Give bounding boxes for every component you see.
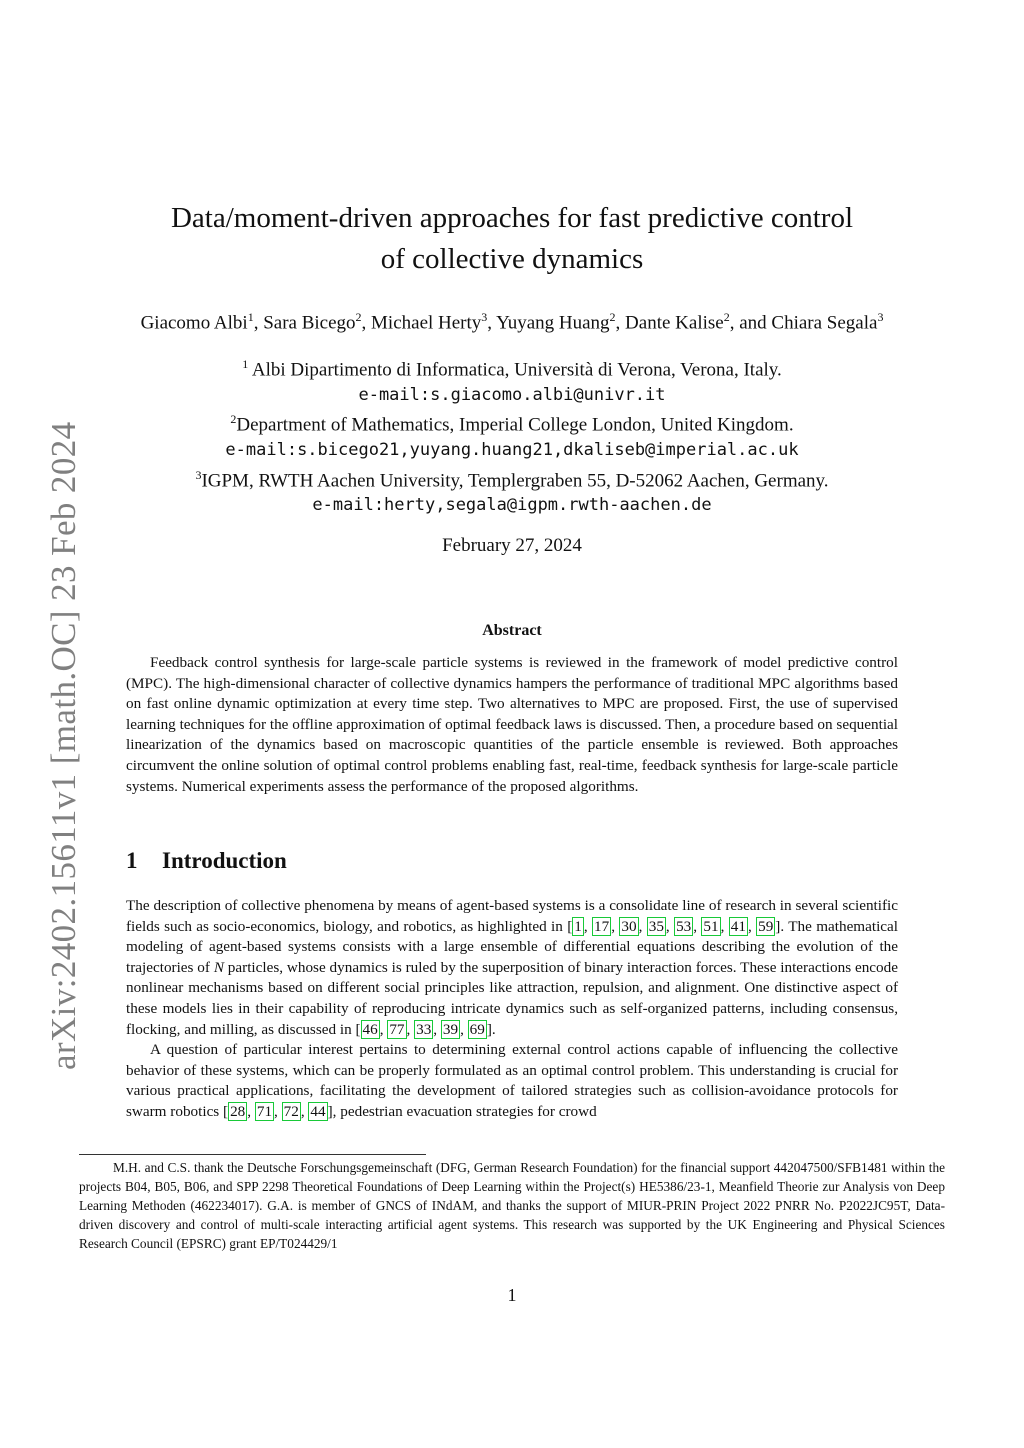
author-name: Dante Kalise bbox=[625, 312, 724, 334]
author-name: Sara Bicego bbox=[263, 312, 356, 334]
citation-link[interactable]: 41 bbox=[730, 917, 746, 935]
author-affiliation-mark: 3 bbox=[481, 310, 488, 324]
paragraph-text: The description of collective phenomena by means of agent-based systems is a consolidate line of research in several scientific fields such as socio-economics, biology, and robotics, as highlighted in bbox=[126, 897, 898, 935]
math-variable: N bbox=[213, 958, 224, 976]
affiliation-mark: 1 bbox=[242, 357, 249, 371]
abstract-text: Feedback control synthesis for large-scale particle systems is reviewed in the framework of model predictive control (MPC). The high-dimensional character of collective dynamics hampers the performance of traditional MPC algorithms based on fast online dynamic optimization at every time step. Two alternatives to MPC are proposed. First, the use of supervised learning techniques for the offline approximation of optimal feedback laws is discussed. Then, a procedure based on sequential linearization of the dynamics based on macroscopic quantities of the particle ensemble is reviewed. Both approaches circumvent the online solution of optimal control problems enabling fast, real-time, feedback synthesis for large-scale particle systems. Numerical experiments assess the performance of the proposed algorithms. bbox=[126, 654, 898, 795]
affiliation-mark: 2 bbox=[230, 412, 237, 427]
affiliation-2-email: e-mail:s.bicego21,yuyang.huang21,dkaliseb@imperial.ac.uk bbox=[225, 440, 799, 461]
introduction-body bbox=[126, 896, 898, 1123]
citation-link[interactable]: 1 bbox=[574, 917, 582, 935]
affiliation-mark: 3 bbox=[195, 467, 202, 482]
affiliation-2 bbox=[0, 407, 1024, 438]
title-line-2: of collective dynamics bbox=[380, 243, 644, 275]
affiliation-3 bbox=[0, 463, 1024, 494]
author-name: Chiara Segala bbox=[771, 312, 878, 334]
author-affiliation-mark: 1 bbox=[247, 310, 254, 324]
affiliation-1 bbox=[0, 352, 1024, 383]
paragraph-text: . The mathematical modeling of agent-based systems consists with a large ensemble of differential equations describing the evolution of the trajectories of bbox=[126, 917, 898, 976]
citation-link[interactable]: 69 bbox=[469, 1020, 485, 1038]
paragraph: A question of particular interest pertains to determining external control actions capable of influencing the collective behavior of these systems, which can be properly formulated as an optimal control problem. This understanding is crucial for various practical applications, facilitating the development of tailored strategies such as collision-avoidance protocols for swarm robotics [ 28 , 71 , 72 , 44 ], pedestrian evacuation strategies for crowd bbox=[126, 1041, 898, 1120]
citation-link[interactable]: 35 bbox=[648, 917, 664, 935]
author-separator: , bbox=[615, 312, 626, 334]
abstract-heading: Abstract bbox=[482, 622, 542, 639]
citation-link[interactable]: 53 bbox=[676, 917, 692, 935]
author-affiliation-mark: 2 bbox=[355, 310, 362, 324]
citation-group: 46 , 77 , 33 , 39 , 69 bbox=[362, 1020, 485, 1038]
section-number: 1 bbox=[126, 848, 138, 873]
citation-link[interactable]: 59 bbox=[758, 917, 774, 935]
author-list bbox=[0, 310, 1024, 334]
citation-group: 1 , 17 , 30 , 35 , 53 , 51 , 41 , 59 bbox=[574, 917, 774, 935]
section-heading bbox=[126, 848, 287, 874]
author-separator: , and bbox=[729, 312, 772, 334]
affiliations bbox=[0, 352, 1024, 518]
affiliation-text: Albi Dipartimento di Informatica, Università di Verona, Verona, Italy. bbox=[248, 359, 782, 381]
paragraph-text: particles, whose dynamics is ruled by the superposition of binary interaction forces. These interactions encode nonlinear mechanisms based on different social principles like attraction, repulsion, and alignment. One distinctive aspect of these models lies in their capability of reproducing intricate dynamics such as self-organized patterns, including consensus, flocking, and milling, as discussed in bbox=[126, 958, 898, 1038]
citation-link[interactable]: 28 bbox=[230, 1102, 246, 1120]
affiliation-text: IGPM, RWTH Aachen University, Templergraben 55, D-52062 Aachen, Germany. bbox=[201, 469, 829, 491]
author-separator: , bbox=[487, 312, 497, 334]
author-separator: , bbox=[253, 312, 264, 334]
citation-link[interactable]: 72 bbox=[283, 1102, 299, 1120]
page-number: 1 bbox=[507, 1285, 517, 1305]
citation-link[interactable]: 51 bbox=[703, 917, 719, 935]
citation-link[interactable]: 44 bbox=[310, 1102, 326, 1120]
paragraph-text: , pedestrian evacuation strategies for crowd bbox=[332, 1102, 597, 1120]
citation-link[interactable]: 17 bbox=[594, 917, 610, 935]
arxiv-identifier-stamp: arXiv:2402.15611v1 [math.OC] 23 Feb 2024 bbox=[44, 421, 83, 1070]
citation-link[interactable]: 39 bbox=[442, 1020, 459, 1038]
author-name: Yuyang Huang bbox=[496, 312, 610, 334]
footnote-divider bbox=[79, 1154, 426, 1155]
citation-link[interactable]: 46 bbox=[362, 1020, 378, 1038]
section-title: Introduction bbox=[162, 848, 287, 873]
author-affiliation-mark: 2 bbox=[723, 310, 730, 324]
author-name: Giacomo Albi bbox=[140, 312, 248, 334]
funding-footnote: M.H. and C.S. thank the Deutsche Forschungsgemeinschaft (DFG, German Research Foundation) for the financial support 442047500/SFB1481 within the projects B04, B05, B06, and SPP 2298 Theoretical Foundations of Deep Learning within the Project(s) HE5386/23-1, Meanfield Theorie zur Analysis von Deep Learning Methoden (462234017). G.A. is member of GNCS of INdAM, and thanks the support of MIUR-PRIN Project 2022 PNRR No. P2022JC95T, Data-driven discovery and control of multi-scale interacting artificial agent systems. This research was supported by the UK Engineering and Physical Sciences Research Council (EPSRC) grant EP/T024429/1 bbox=[79, 1160, 945, 1251]
publication-date: February 27, 2024 bbox=[442, 535, 582, 556]
author-name: Michael Herty bbox=[371, 312, 482, 334]
paragraph: The description of collective phenomena by means of agent-based systems is a consolidate line of research in several scientific fields such as socio-economics, biology, and robotics, as highlighted in [ 1 , 17 , 30 , 35 , 53 , 51 , 41 , 59 ]. The mathematical modeling of agent-based systems consists with a large ensemble of differential equations describing the evolution of the trajectories of N particles, whose dynamics is ruled by the superposition of binary interaction forces. These interactions encode nonlinear mechanisms based on different social principles like attraction, repulsion, and alignment. One distinctive aspect of these models lies in their capability of reproducing intricate dynamics such as self-organized patterns, including consensus, flocking, and milling, as discussed in [ 46 , 77 , 33 , 39 , 69 ]. bbox=[126, 897, 898, 1038]
author-separator: , bbox=[361, 312, 372, 334]
paragraph-text: A question of particular interest pertains to determining external control actions capable of influencing the collective behavior of these systems, which can be properly formulated as an optimal control problem. This understanding is crucial for various practical applications, facilitating the development of tailored strategies such as collision-avoidance protocols for swarm robotics bbox=[126, 1041, 898, 1120]
title-line-1: Data/moment-driven approaches for fast predictive control bbox=[170, 202, 854, 234]
author-affiliation-mark: 3 bbox=[877, 310, 884, 324]
paper-title bbox=[0, 198, 1024, 280]
affiliation-text: Department of Mathematics, Imperial College London, United Kingdom. bbox=[236, 414, 794, 436]
affiliation-3-email: e-mail:herty,segala@igpm.rwth-aachen.de bbox=[312, 495, 712, 516]
citation-link[interactable]: 71 bbox=[256, 1102, 273, 1120]
affiliation-1-email: e-mail:s.giacomo.albi@univr.it bbox=[358, 384, 666, 405]
citation-link[interactable]: 33 bbox=[416, 1020, 432, 1038]
citation-link[interactable]: 77 bbox=[389, 1020, 405, 1038]
citation-link[interactable]: 30 bbox=[621, 917, 637, 935]
citation-group: 28 , 71 , 72 , 44 bbox=[230, 1102, 326, 1120]
paragraph-text: . bbox=[491, 1020, 496, 1038]
author-affiliation-mark: 2 bbox=[609, 310, 616, 324]
